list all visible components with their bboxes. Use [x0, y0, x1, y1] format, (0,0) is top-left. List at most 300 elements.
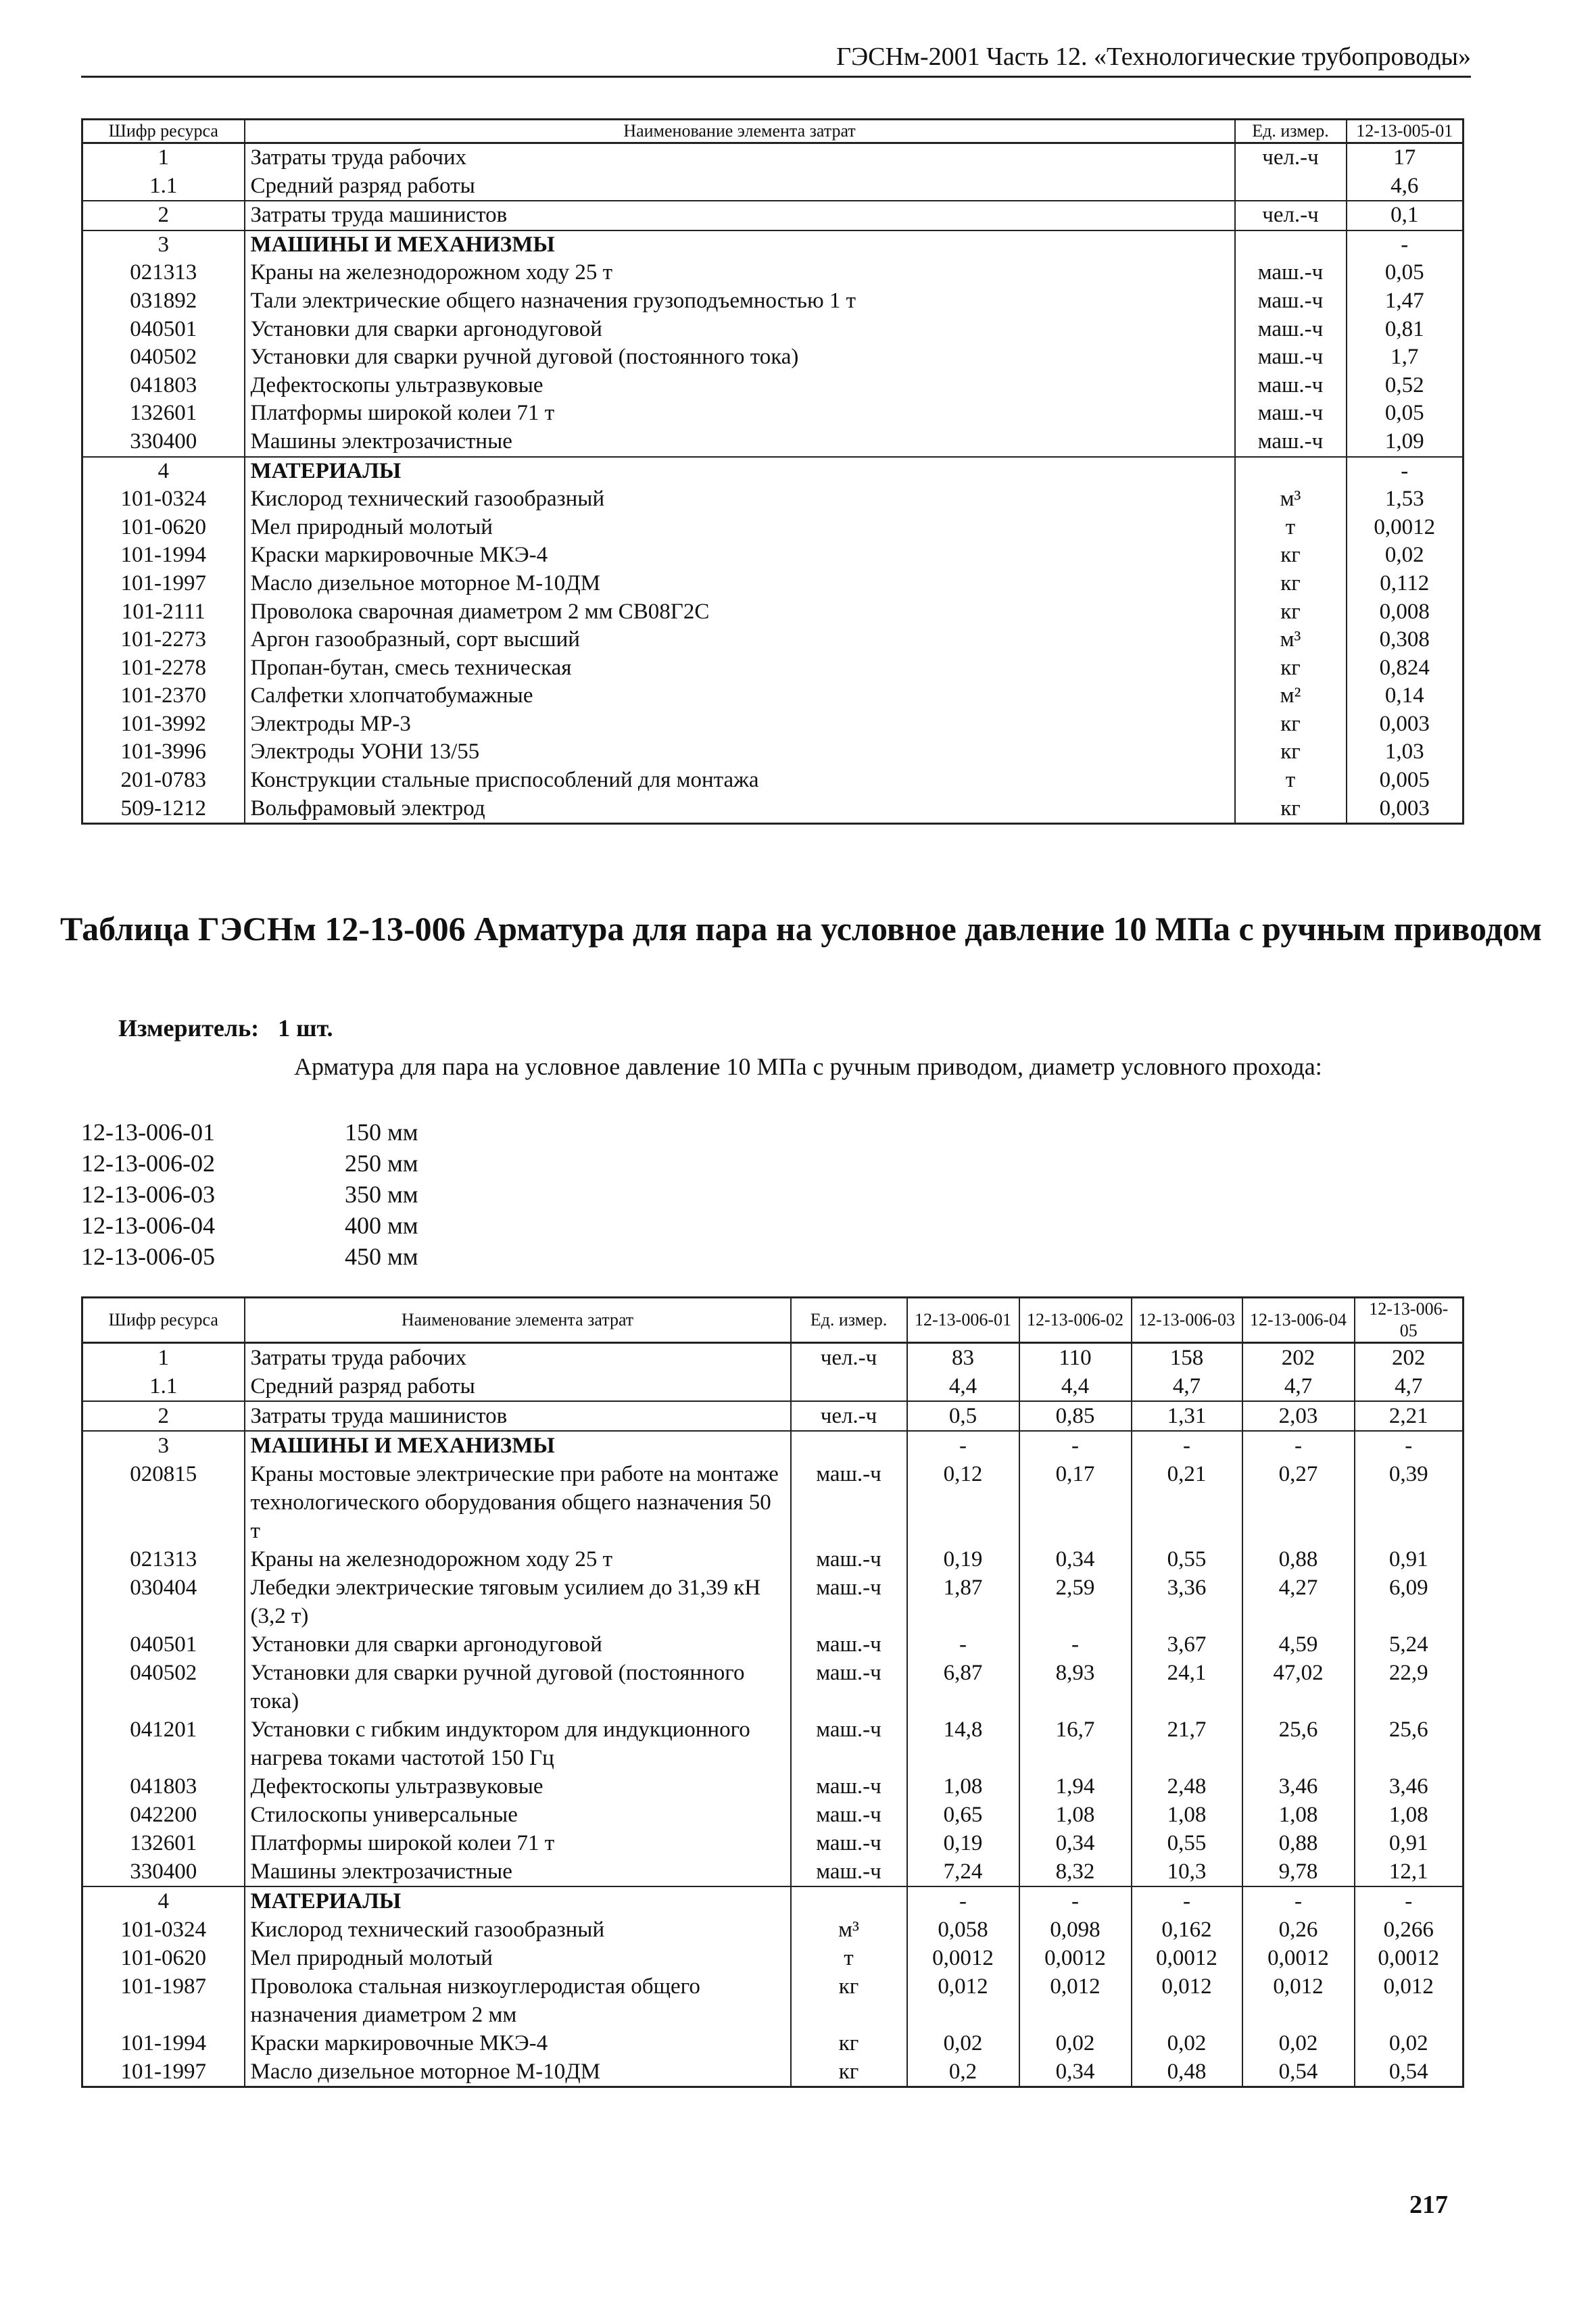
resource-code: 509-1212	[82, 795, 245, 824]
resource-value: 2,03	[1242, 1401, 1355, 1431]
resource-value: 0,91	[1355, 1545, 1464, 1574]
resource-name: Стилоскопы универсальные	[245, 1801, 791, 1829]
resource-value: 0,85	[1019, 1401, 1132, 1431]
resource-name: Платформы широкой колеи 71 т	[245, 1829, 791, 1857]
resource-value: 1,08	[1132, 1801, 1242, 1829]
variant-item	[81, 1148, 418, 1179]
table-row	[82, 457, 1464, 486]
meter-label: Измеритель:	[118, 1015, 260, 1042]
resource-value: 0,12	[907, 1460, 1019, 1545]
resource-value: 0,91	[1355, 1829, 1464, 1857]
resource-code: 101-1987	[82, 1972, 245, 2029]
resource-value: -	[1347, 230, 1464, 260]
table-row	[82, 1401, 1464, 1431]
resource-name: Лебедки электрические тяговым усилием до 31,39 кН (3,2 т)	[245, 1574, 791, 1630]
table-row	[82, 343, 1464, 372]
resource-unit	[1235, 230, 1347, 260]
header-col: 12-13-006-01	[907, 1298, 1019, 1343]
resource-code: 031892	[82, 287, 245, 316]
resource-value: 4,4	[907, 1372, 1019, 1401]
resource-name: Электроды МР-3	[245, 710, 1235, 739]
resource-value: 0,308	[1347, 626, 1464, 654]
resource-value: 1,03	[1347, 738, 1464, 766]
running-header: ГЭСНм-2001 Часть 12. «Технологические трубопроводы»	[81, 42, 1471, 78]
resource-code: 101-0324	[82, 1916, 245, 1944]
resource-code: 040502	[82, 343, 245, 372]
resource-value: 4,7	[1242, 1372, 1355, 1401]
resource-value: -	[1019, 1886, 1132, 1916]
resource-value: 0,27	[1242, 1460, 1355, 1545]
variant-list	[81, 1117, 418, 1272]
table-row	[82, 541, 1464, 570]
resource-value: 0,012	[907, 1972, 1019, 2029]
resource-unit: кг	[791, 1972, 907, 2029]
resource-value: 0,88	[1242, 1545, 1355, 1574]
resource-code: 132601	[82, 399, 245, 428]
resource-name: Затраты труда рабочих	[245, 143, 1235, 172]
header-name: Наименование элемента затрат	[245, 120, 1235, 143]
resource-name: Пропан-бутан, смесь техническая	[245, 654, 1235, 683]
resource-code: 330400	[82, 1857, 245, 1886]
resource-name: Затраты труда машинистов	[245, 1401, 791, 1431]
resource-value: 0,02	[1347, 541, 1464, 570]
variant-code: 12-13-006-02	[81, 1150, 215, 1177]
resource-code: 101-1997	[82, 2057, 245, 2087]
resource-unit: м³	[791, 1916, 907, 1944]
resource-unit: кг	[1235, 598, 1347, 627]
resource-value: 0,34	[1019, 1545, 1132, 1574]
resource-name: Дефектоскопы ультразвуковые	[245, 1772, 791, 1801]
table-row	[82, 1772, 1464, 1801]
table-row	[82, 1545, 1464, 1574]
resource-code: 101-2111	[82, 598, 245, 627]
resource-code: 1	[82, 143, 245, 172]
resource-value: 22,9	[1355, 1659, 1464, 1715]
resource-value: 0,266	[1355, 1916, 1464, 1944]
resource-value: -	[907, 1630, 1019, 1659]
resource-value: 5,24	[1355, 1630, 1464, 1659]
table-row	[82, 766, 1464, 795]
resource-unit: т	[1235, 766, 1347, 795]
resource-unit: маш.-ч	[1235, 399, 1347, 428]
resource-name: Мел природный молотый	[245, 514, 1235, 542]
resource-value: 0,003	[1347, 710, 1464, 739]
variant-diameter: 350 мм	[345, 1181, 418, 1208]
table-row	[82, 1431, 1464, 1460]
variant-item	[81, 1210, 418, 1241]
resource-value: 3,36	[1132, 1574, 1242, 1630]
header-name: Наименование элемента затрат	[245, 1298, 791, 1343]
resource-value: 0,39	[1355, 1460, 1464, 1545]
table-row	[82, 1916, 1464, 1944]
resource-name: Установки для сварки ручной дуговой (постоянного тока)	[245, 1659, 791, 1715]
header-col-1: 12-13-005-01	[1347, 120, 1464, 143]
resource-table-12-13-005	[81, 118, 1464, 825]
resource-value: 0,0012	[1355, 1944, 1464, 1972]
resource-unit: т	[791, 1944, 907, 1972]
resource-code: 2	[82, 201, 245, 230]
resource-unit: маш.-ч	[791, 1659, 907, 1715]
resource-unit: кг	[1235, 710, 1347, 739]
resource-unit: м³	[1235, 485, 1347, 514]
resource-name: Установки для сварки аргонодуговой	[245, 316, 1235, 344]
resource-value: 4,7	[1132, 1372, 1242, 1401]
resource-value: 0,54	[1355, 2057, 1464, 2087]
resource-value: -	[1019, 1630, 1132, 1659]
table-description: Арматура для пара на условное давление 10 МПа с ручным приводом, диаметр условного прохода:	[294, 1053, 1322, 1080]
resource-value: 0,55	[1132, 1829, 1242, 1857]
resource-value: -	[1132, 1431, 1242, 1460]
resource-name: Средний разряд работы	[245, 1372, 791, 1401]
resource-code: 040501	[82, 1630, 245, 1659]
meter-value: 1 шт.	[278, 1015, 333, 1042]
resource-value: 0,02	[1355, 2029, 1464, 2057]
resource-value: 1,87	[907, 1574, 1019, 1630]
resource-name: Масло дизельное моторное М-10ДМ	[245, 570, 1235, 598]
resource-value: 0,5	[907, 1401, 1019, 1431]
resource-code: 040501	[82, 316, 245, 344]
table-row	[82, 172, 1464, 201]
resource-value: 7,24	[907, 1857, 1019, 1886]
resource-code: 041803	[82, 1772, 245, 1801]
resource-value: 0,21	[1132, 1460, 1242, 1545]
header-col: 12-13-006-03	[1132, 1298, 1242, 1343]
table-row	[82, 2057, 1464, 2087]
resource-unit	[1235, 172, 1347, 201]
resource-value: 0,058	[907, 1916, 1019, 1944]
resource-unit: кг	[791, 2029, 907, 2057]
table-row	[82, 1343, 1464, 1373]
resource-value: 6,87	[907, 1659, 1019, 1715]
resource-value: 0,0012	[1019, 1944, 1132, 1972]
resource-value: 0,005	[1347, 766, 1464, 795]
resource-name: Дефектоскопы ультразвуковые	[245, 372, 1235, 400]
resource-code: 041201	[82, 1715, 245, 1772]
resource-unit: чел.-ч	[791, 1401, 907, 1431]
resource-value: 1,08	[907, 1772, 1019, 1801]
table-body	[82, 143, 1464, 824]
resource-name: Вольфрамовый электрод	[245, 795, 1235, 824]
resource-value: 0,012	[1355, 1972, 1464, 2029]
resource-unit: кг	[1235, 738, 1347, 766]
resource-value: 0,19	[907, 1545, 1019, 1574]
resource-code: 101-2278	[82, 654, 245, 683]
resource-code: 132601	[82, 1829, 245, 1857]
resource-value: 0,824	[1347, 654, 1464, 683]
resource-code: 042200	[82, 1801, 245, 1829]
variant-code: 12-13-006-05	[81, 1243, 215, 1270]
resource-value: 25,6	[1355, 1715, 1464, 1772]
resource-code: 101-1994	[82, 541, 245, 570]
resource-value: 0,0012	[1242, 1944, 1355, 1972]
resource-value: 10,3	[1132, 1857, 1242, 1886]
resource-value: 4,6	[1347, 172, 1464, 201]
resource-value: -	[1242, 1886, 1355, 1916]
resource-value: 1,09	[1347, 428, 1464, 457]
resource-code: 3	[82, 1431, 245, 1460]
meter-line	[118, 1014, 352, 1042]
resource-unit	[791, 1372, 907, 1401]
resource-unit: маш.-ч	[791, 1715, 907, 1772]
header-code: Шифр ресурса	[82, 120, 245, 143]
resource-value: 2,48	[1132, 1772, 1242, 1801]
resource-value: 0,0012	[1347, 514, 1464, 542]
table-row	[82, 1801, 1464, 1829]
resource-value: 1,7	[1347, 343, 1464, 372]
resource-code: 101-2370	[82, 682, 245, 710]
resource-name: Затраты труда машинистов	[245, 201, 1235, 230]
resource-value: -	[1355, 1431, 1464, 1460]
resource-value: 0,34	[1019, 2057, 1132, 2087]
variant-diameter: 450 мм	[345, 1243, 418, 1270]
table-row	[82, 514, 1464, 542]
resource-name: Кислород технический газообразный	[245, 485, 1235, 514]
resource-value: 47,02	[1242, 1659, 1355, 1715]
resource-value: 0,098	[1019, 1916, 1132, 1944]
table-row	[82, 316, 1464, 344]
table-row	[82, 428, 1464, 457]
resource-value: 1,53	[1347, 485, 1464, 514]
resource-unit: чел.-ч	[1235, 201, 1347, 230]
resource-unit	[1235, 457, 1347, 486]
resource-value: 24,1	[1132, 1659, 1242, 1715]
resource-value: 0,05	[1347, 399, 1464, 428]
resource-code: 101-1994	[82, 2029, 245, 2057]
table-row	[82, 1857, 1464, 1886]
resource-value: 0,112	[1347, 570, 1464, 598]
resource-value: 21,7	[1132, 1715, 1242, 1772]
resource-value: 6,09	[1355, 1574, 1464, 1630]
table-body	[82, 1343, 1464, 2087]
resource-value: 0,008	[1347, 598, 1464, 627]
resource-code: 1.1	[82, 172, 245, 201]
resource-value: -	[907, 1886, 1019, 1916]
resource-value: 8,93	[1019, 1659, 1132, 1715]
header-unit: Ед. измер.	[791, 1298, 907, 1343]
resource-name: МАШИНЫ И МЕХАНИЗМЫ	[245, 230, 1235, 260]
table-row	[82, 372, 1464, 400]
resource-value: -	[1019, 1431, 1132, 1460]
resource-name: Мел природный молотый	[245, 1944, 791, 1972]
table-title: Таблица ГЭСНм 12-13-006 Арматура для пара на условное давление 10 МПа с ручным приводом	[60, 910, 1542, 948]
resource-unit: кг	[1235, 654, 1347, 683]
resource-code: 021313	[82, 1545, 245, 1574]
resource-value: 25,6	[1242, 1715, 1355, 1772]
resource-value: 110	[1019, 1343, 1132, 1373]
resource-value: -	[907, 1431, 1019, 1460]
resource-value: 0,81	[1347, 316, 1464, 344]
table-row	[82, 682, 1464, 710]
resource-unit	[791, 1886, 907, 1916]
variant-code: 12-13-006-04	[81, 1212, 215, 1239]
resource-name: Платформы широкой колеи 71 т	[245, 399, 1235, 428]
resource-value: -	[1242, 1431, 1355, 1460]
table-row	[82, 259, 1464, 287]
resource-unit: м²	[1235, 682, 1347, 710]
variant-item	[81, 1241, 418, 1272]
resource-value: -	[1347, 457, 1464, 486]
table-row	[82, 201, 1464, 230]
resource-unit: кг	[1235, 795, 1347, 824]
variant-code: 12-13-006-03	[81, 1181, 215, 1208]
resource-value: 1,47	[1347, 287, 1464, 316]
resource-unit	[791, 1431, 907, 1460]
header-col: 12-13-006-02	[1019, 1298, 1132, 1343]
resource-name: МАТЕРИАЛЫ	[245, 457, 1235, 486]
table-row	[82, 1715, 1464, 1772]
resource-value: 12,1	[1355, 1857, 1464, 1886]
resource-name: Проволока стальная низкоуглеродистая общего назначения диаметром 2 мм	[245, 1972, 791, 2029]
header-col: 12-13-006-05	[1355, 1298, 1464, 1343]
table-row	[82, 485, 1464, 514]
table-row	[82, 1972, 1464, 2029]
table-row	[82, 598, 1464, 627]
table-row	[82, 1372, 1464, 1401]
resource-code: 330400	[82, 428, 245, 457]
resource-code: 101-1997	[82, 570, 245, 598]
resource-name: Салфетки хлопчатобумажные	[245, 682, 1235, 710]
resource-name: Краски маркировочные МКЭ-4	[245, 2029, 791, 2057]
table-row	[82, 1574, 1464, 1630]
resource-name: Конструкции стальные приспособлений для монтажа	[245, 766, 1235, 795]
resource-value: -	[1132, 1886, 1242, 1916]
resource-unit: чел.-ч	[791, 1343, 907, 1373]
resource-code: 3	[82, 230, 245, 260]
resource-value: 0,1	[1347, 201, 1464, 230]
resource-code: 040502	[82, 1659, 245, 1715]
resource-value: 158	[1132, 1343, 1242, 1373]
resource-unit: маш.-ч	[1235, 372, 1347, 400]
table-row	[82, 654, 1464, 683]
resource-unit: чел.-ч	[1235, 143, 1347, 172]
variant-item	[81, 1117, 418, 1148]
resource-value: 0,02	[1132, 2029, 1242, 2057]
resource-name: Тали электрические общего назначения грузоподъемностью 1 т	[245, 287, 1235, 316]
resource-unit: маш.-ч	[791, 1574, 907, 1630]
resource-unit: м³	[1235, 626, 1347, 654]
resource-unit: маш.-ч	[791, 1801, 907, 1829]
resource-value: 1,08	[1019, 1801, 1132, 1829]
resource-name: Краны мостовые электрические при работе на монтаже технологического оборудования общего назначения 50 т	[245, 1460, 791, 1545]
resource-code: 020815	[82, 1460, 245, 1545]
resource-value: -	[1355, 1886, 1464, 1916]
resource-value: 0,05	[1347, 259, 1464, 287]
variant-item	[81, 1179, 418, 1210]
resource-value: 0,17	[1019, 1460, 1132, 1545]
resource-value: 0,02	[1242, 2029, 1355, 2057]
resource-code: 101-2273	[82, 626, 245, 654]
resource-name: Электроды УОНИ 13/55	[245, 738, 1235, 766]
resource-value: 0,012	[1132, 1972, 1242, 2029]
resource-name: МАШИНЫ И МЕХАНИЗМЫ	[245, 1431, 791, 1460]
resource-name: Установки с гибким индуктором для индукционного нагрева токами частотой 150 Гц	[245, 1715, 791, 1772]
resource-name: Машины электрозачистные	[245, 1857, 791, 1886]
resource-value: 3,46	[1355, 1772, 1464, 1801]
resource-value: 3,46	[1242, 1772, 1355, 1801]
resource-name: МАТЕРИАЛЫ	[245, 1886, 791, 1916]
resource-value: 0,0012	[1132, 1944, 1242, 1972]
table-row	[82, 143, 1464, 172]
resource-code: 101-0620	[82, 1944, 245, 1972]
header-col: 12-13-006-04	[1242, 1298, 1355, 1343]
resource-value: 202	[1242, 1343, 1355, 1373]
resource-value: 0,34	[1019, 1829, 1132, 1857]
resource-value: 202	[1355, 1343, 1464, 1373]
resource-value: 0,003	[1347, 795, 1464, 824]
table-row	[82, 570, 1464, 598]
resource-value: 1,08	[1242, 1801, 1355, 1829]
resource-code: 101-3992	[82, 710, 245, 739]
resource-value: 0,0012	[907, 1944, 1019, 1972]
resource-name: Аргон газообразный, сорт высший	[245, 626, 1235, 654]
resource-name: Кислород технический газообразный	[245, 1916, 791, 1944]
resource-name: Масло дизельное моторное М-10ДМ	[245, 2057, 791, 2087]
resource-unit: маш.-ч	[1235, 343, 1347, 372]
table-row	[82, 795, 1464, 824]
resource-code: 201-0783	[82, 766, 245, 795]
resource-value: 4,59	[1242, 1630, 1355, 1659]
resource-value: 83	[907, 1343, 1019, 1373]
table-row	[82, 738, 1464, 766]
resource-value: 8,32	[1019, 1857, 1132, 1886]
resource-value: 16,7	[1019, 1715, 1132, 1772]
table-row	[82, 230, 1464, 260]
resource-unit: маш.-ч	[791, 1460, 907, 1545]
table-row	[82, 2029, 1464, 2057]
header-code: Шифр ресурса	[82, 1298, 245, 1343]
resource-code: 4	[82, 1886, 245, 1916]
resource-unit: кг	[791, 2057, 907, 2087]
resource-code: 101-0620	[82, 514, 245, 542]
table-row	[82, 1829, 1464, 1857]
resource-value: 0,48	[1132, 2057, 1242, 2087]
resource-value: 0,14	[1347, 682, 1464, 710]
resource-value: 3,67	[1132, 1630, 1242, 1659]
resource-value: 0,02	[907, 2029, 1019, 2057]
resource-value: 0,19	[907, 1829, 1019, 1857]
table-row	[82, 626, 1464, 654]
resource-code: 101-3996	[82, 738, 245, 766]
resource-value: 0,012	[1019, 1972, 1132, 2029]
resource-unit: маш.-ч	[791, 1829, 907, 1857]
resource-table-12-13-006	[81, 1296, 1464, 2088]
resource-value: 1,94	[1019, 1772, 1132, 1801]
table-row	[82, 1886, 1464, 1916]
resource-unit: кг	[1235, 541, 1347, 570]
resource-value: 0,012	[1242, 1972, 1355, 2029]
resource-unit: маш.-ч	[791, 1857, 907, 1886]
resource-value: 0,52	[1347, 372, 1464, 400]
resource-unit: маш.-ч	[1235, 259, 1347, 287]
resource-unit: маш.-ч	[1235, 428, 1347, 457]
resource-value: 1,08	[1355, 1801, 1464, 1829]
resource-code: 021313	[82, 259, 245, 287]
resource-unit: маш.-ч	[1235, 316, 1347, 344]
resource-value: 0,55	[1132, 1545, 1242, 1574]
table-row	[82, 710, 1464, 739]
resource-unit: т	[1235, 514, 1347, 542]
resource-name: Установки для сварки аргонодуговой	[245, 1630, 791, 1659]
resource-name: Затраты труда рабочих	[245, 1343, 791, 1373]
resource-name: Краны на железнодорожном ходу 25 т	[245, 259, 1235, 287]
resource-value: 0,162	[1132, 1916, 1242, 1944]
resource-value: 2,21	[1355, 1401, 1464, 1431]
header-unit: Ед. измер.	[1235, 120, 1347, 143]
table-row	[82, 399, 1464, 428]
resource-name: Машины электрозачистные	[245, 428, 1235, 457]
resource-value: 17	[1347, 143, 1464, 172]
resource-name: Установки для сварки ручной дуговой (постоянного тока)	[245, 343, 1235, 372]
